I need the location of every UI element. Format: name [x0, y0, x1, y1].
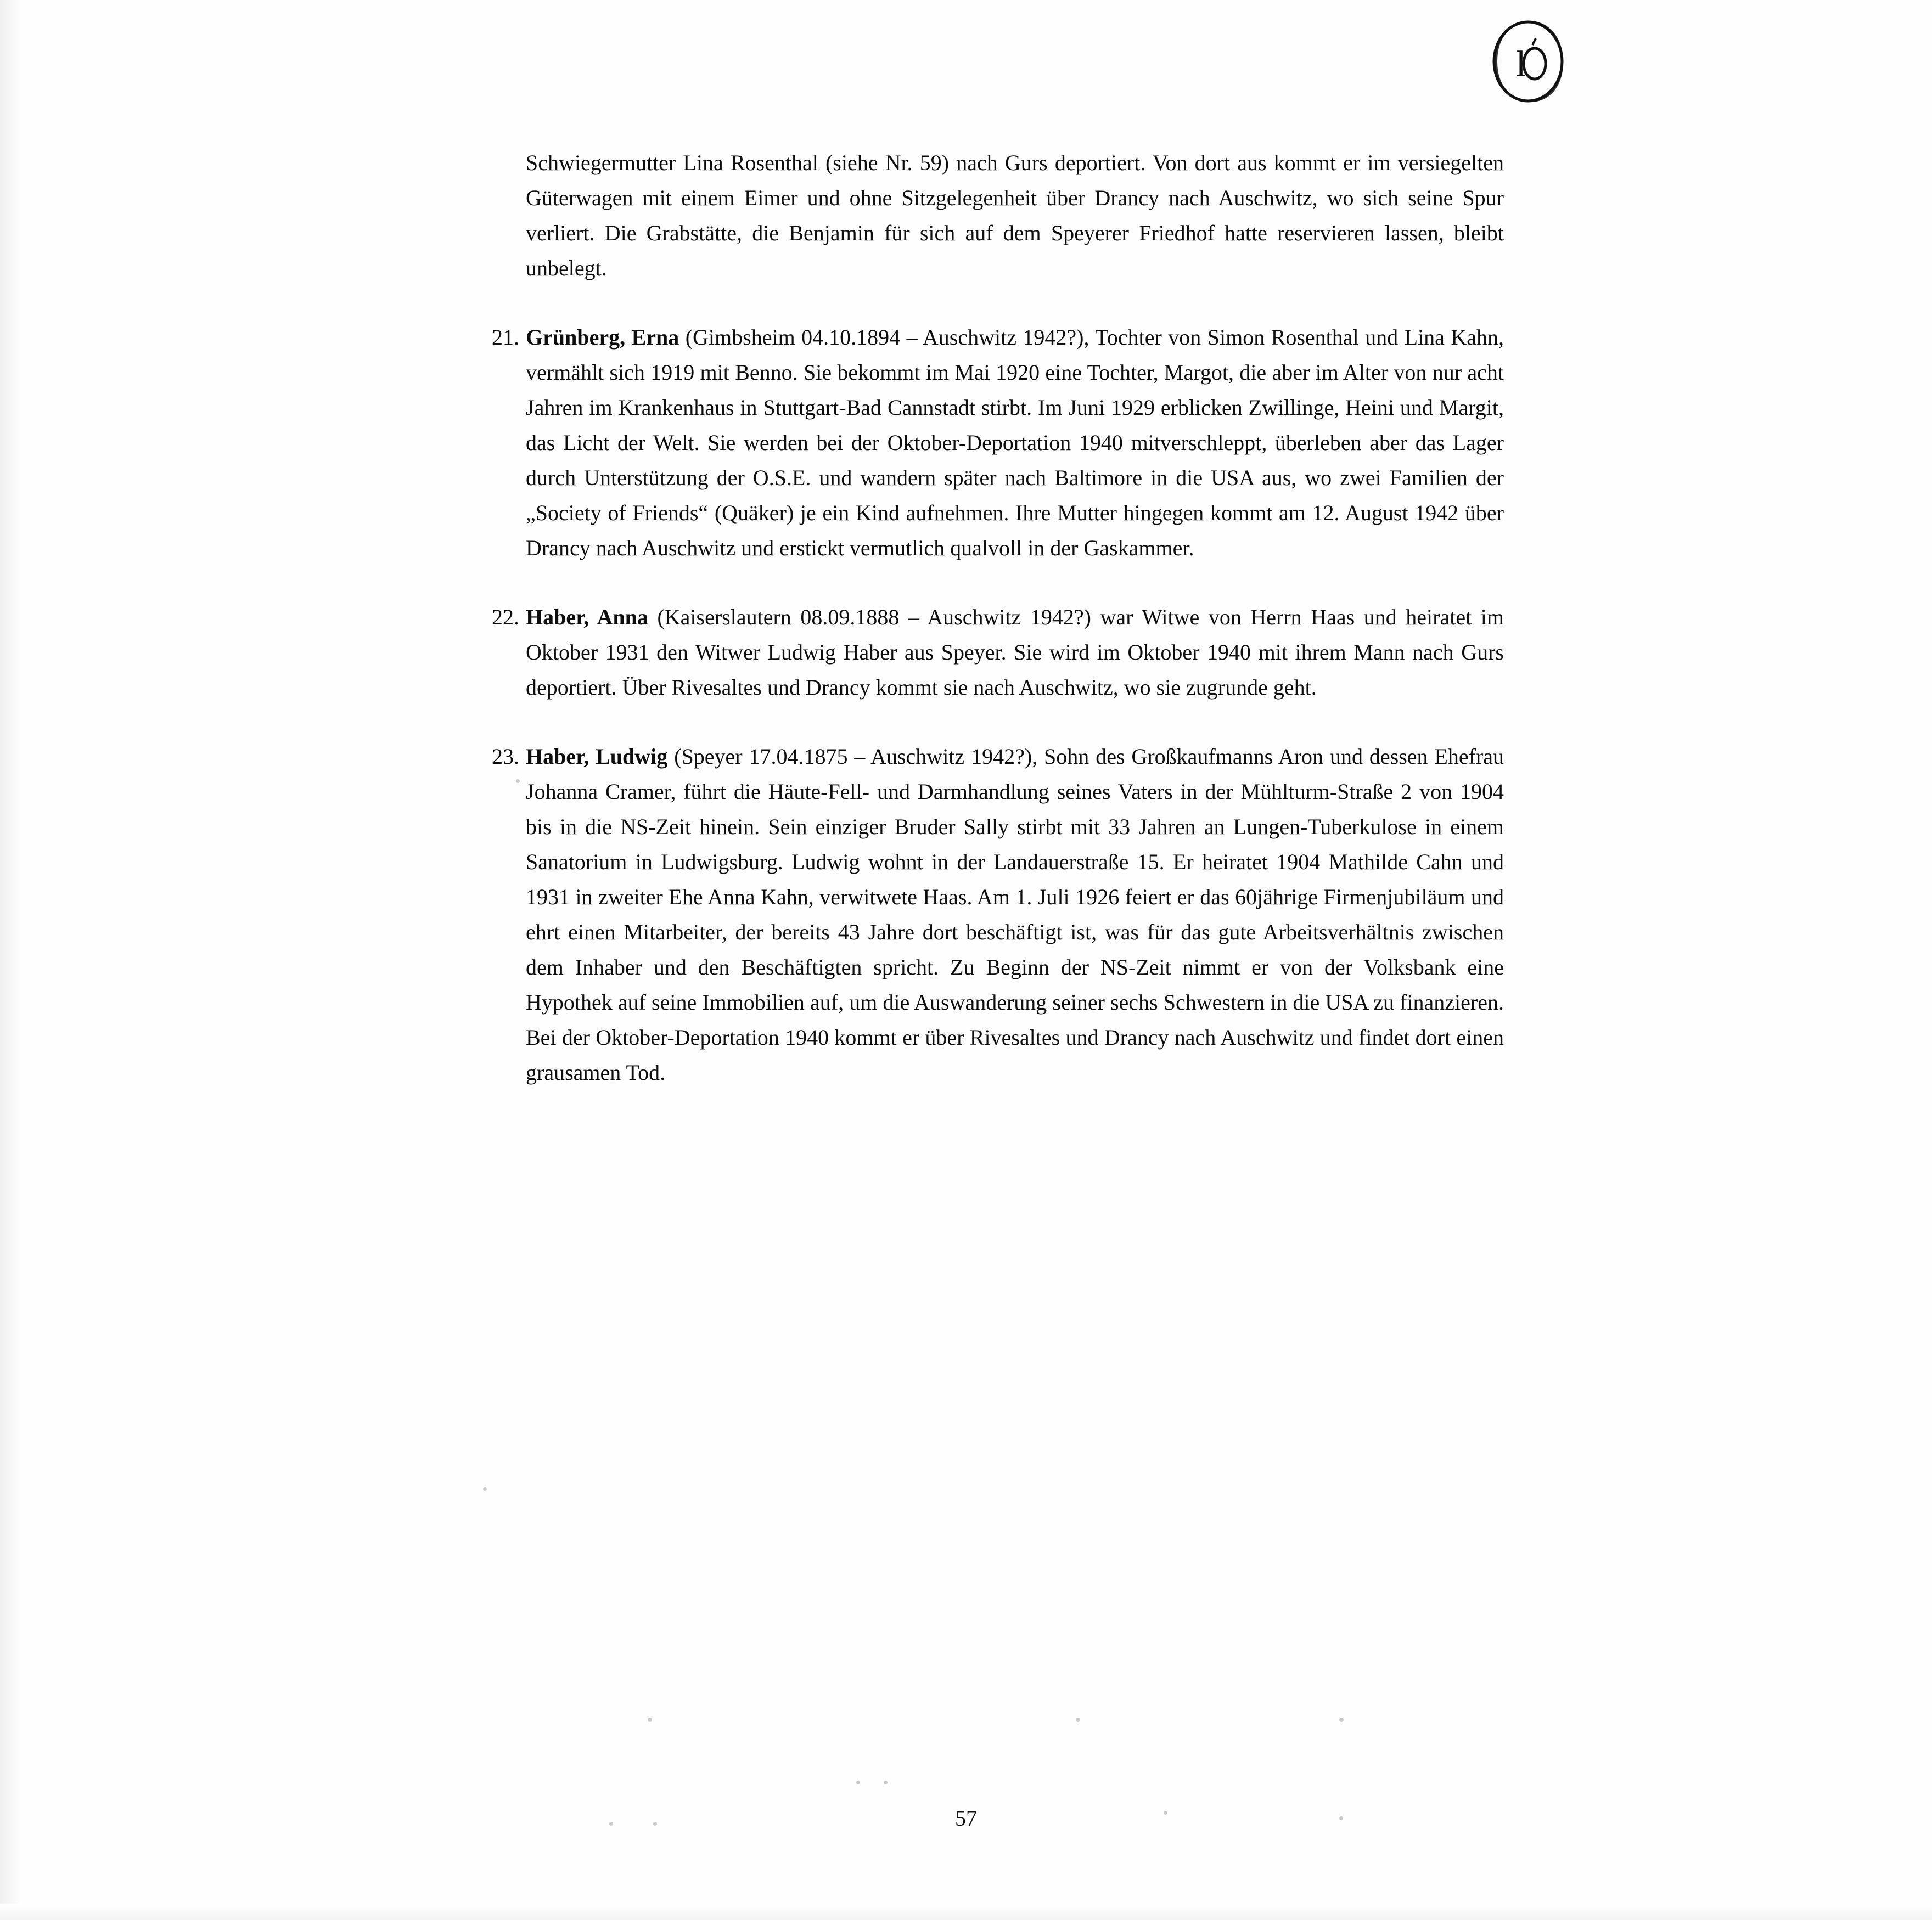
- entry-number: 21.: [492, 325, 519, 350]
- entry-number: 22.: [492, 605, 519, 629]
- entry-name: Haber, Anna: [526, 605, 648, 629]
- paragraph-text: Schwiegermutter Lina Rosenthal (siehe Nr. 59) nach Gurs deportiert. Von dort aus kommt er im versiegelten Güterwagen mit einem Eimer und ohne Sitzgelegenheit über Drancy nach Auschwitz, wo sich seine Spur verliert. Die Grabstätte, die Benjamin für sich auf dem Speyerer Friedhof hatte reservieren lassen, bleibt unbelegt.: [526, 150, 1504, 280]
- handwritten-page-marker: [1482, 11, 1575, 115]
- entry-text: (Kaiserslautern 08.09.1888 – Auschwitz 1942?) war Witwe von Herrn Haas und heiratet im Oktober 1931 den Witwer Ludwig Haber aus Speyer. Sie wird im Oktober 1940 mit ihrem Mann nach Gurs deportiert. Über Rivesaltes und Drancy kommt sie nach Auschwitz, wo sie zugrunde geht.: [526, 605, 1504, 700]
- entry-text: (Speyer 17.04.1875 – Auschwitz 1942?), Sohn des Großkaufmanns Aron und dessen Ehefrau Johanna Cramer, führt die Häute-Fell- und Darmhandlung seines Vaters in der Mühlturm-Straße 2 von 1904 bis in die NS-Zeit hinein. Sein einziger Bruder Sally stirbt mit 33 Jahren an Lungen-Tuberkulose in einem Sanatorium in Ludwigsburg. Ludwig wohnt in der Landauerstraße 15. Er heiratet 1904 Mathilde Cahn und 1931 in zweiter Ehe Anna Kahn, verwitwete Haas. Am 1. Juli 1926 feiert er das 60jährige Firmenjubiläum und ehrt einen Mitarbeiter, der bereits 43 Jahre dort beschäftigt ist, was für das gute Arbeitsverhältnis zwischen dem Inhaber und den Beschäftigten spricht. Zu Beginn der NS-Zeit nimmt er von der Volksbank eine Hypothek auf seine Immobilien auf, um die Auswanderung seiner sechs Schwestern in die USA zu finanzieren. Bei der Oktober-Deportation 1940 kommt er über Rivesaltes und Drancy nach Auschwitz und findet dort einen grausamen Tod.: [526, 744, 1504, 1085]
- scan-speck: [1076, 1718, 1080, 1722]
- entry-text: (Gimbsheim 04.10.1894 – Auschwitz 1942?), Tochter von Simon Rosenthal und Lina Kahn, vermählt sich 1919 mit Benno. Sie bekommt im Mai 1920 eine Tochter, Margot, die aber im Alter von nur acht Jahren im Krankenhaus in Stuttgart-Bad Cannstadt stirbt. Im Juni 1929 erblicken Zwillinge, Heini und Margit, das Licht der Welt. Sie werden bei der Oktober-Deportation 1940 mitverschleppt, überleben aber das Lager durch Unterstützung der O.S.E. und wandern später nach Baltimore in die USA aus, wo zwei Familien der „Society of Friends“ (Quäker) je ein Kind aufnehmen. Ihre Mutter hingegen kommt am 12. August 1942 über Drancy nach Auschwitz und erstickt vermutlich qualvoll in der Gaskammer.: [526, 325, 1504, 560]
- scan-speck: [648, 1718, 652, 1722]
- scan-edge-bottom: [0, 1904, 1932, 1920]
- svg-text:l: l: [1516, 44, 1526, 84]
- list-item-23: [483, 739, 1504, 1090]
- scan-speck: [483, 1487, 487, 1491]
- list-item-22: [483, 600, 1504, 705]
- scan-speck: [856, 1781, 860, 1784]
- text-column: [483, 145, 1504, 1090]
- list-item-21: [483, 320, 1504, 566]
- entry-name: Haber, Ludwig: [526, 744, 668, 769]
- entry-number: 23.: [492, 744, 519, 769]
- scan-speck: [884, 1781, 888, 1784]
- paragraph-continuation: [483, 145, 1504, 286]
- scan-speck: [1339, 1718, 1344, 1722]
- page-number: 57: [955, 1806, 977, 1831]
- scan-edge-left: [0, 0, 22, 1920]
- entry-name: Grünberg, Erna: [526, 325, 679, 350]
